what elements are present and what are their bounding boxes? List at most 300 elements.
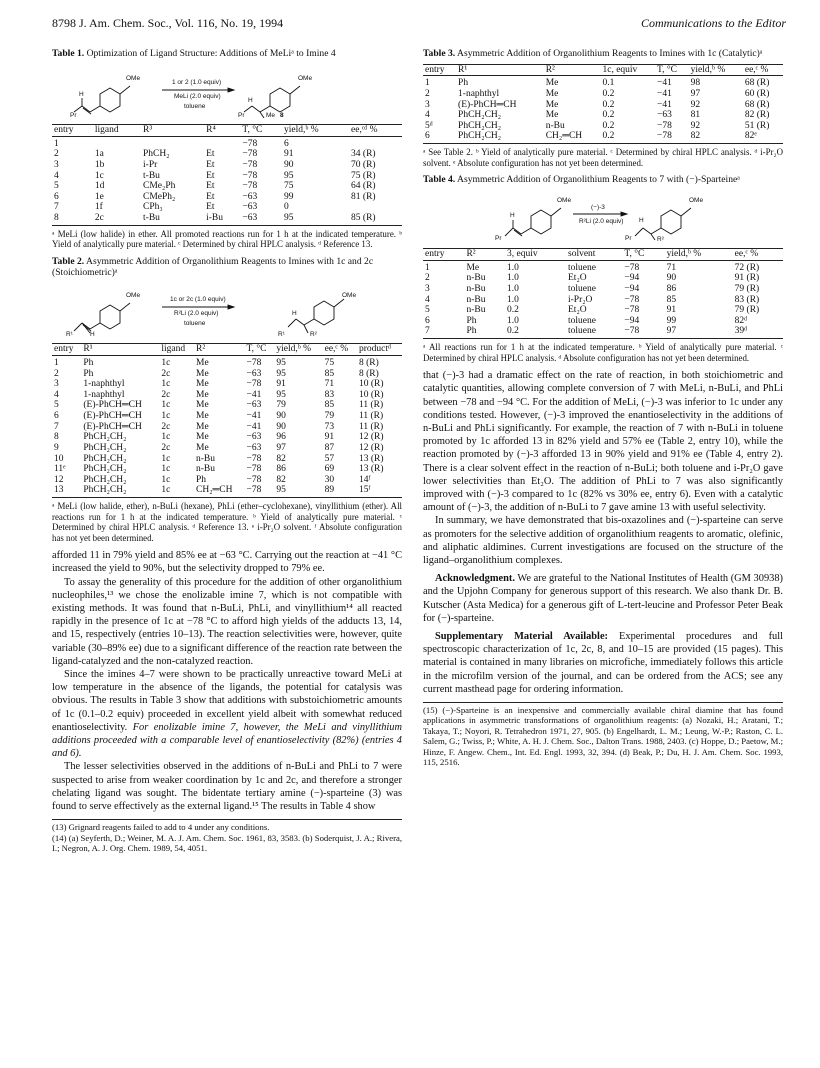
column-header: yield,ᵇ % bbox=[665, 249, 733, 261]
table-cell: 51 (R) bbox=[744, 120, 770, 131]
table-cell: 1-naphthyl bbox=[83, 379, 125, 390]
table-cell: 95 bbox=[284, 170, 294, 181]
table-cell: t-Bu bbox=[141, 213, 204, 225]
table-cell: Me bbox=[196, 400, 209, 411]
table-row bbox=[52, 411, 402, 422]
table-cell: 70 (R) bbox=[351, 159, 376, 170]
table-cell: 1c bbox=[161, 474, 171, 485]
table-cell: 1-naphthyl bbox=[83, 389, 125, 400]
table-cell: 9 bbox=[54, 442, 59, 453]
table-cell: 82 (R) bbox=[744, 110, 770, 121]
table-cell: 82ᵈ bbox=[734, 315, 748, 326]
column-header: entry bbox=[52, 344, 81, 356]
table2-caption: Table 2. Asymmetric Addition of Organolithium Reagents to Imines with 1c and 2c (Stoichiometric)ᵃ bbox=[52, 255, 374, 279]
table-cell: 1 bbox=[54, 357, 59, 368]
table-cell: toluene bbox=[568, 315, 596, 326]
table-cell: Et bbox=[206, 170, 215, 181]
table-cell: 75 bbox=[324, 357, 335, 368]
table-cell: 2 bbox=[425, 88, 430, 99]
table-cell: 85 (R) bbox=[349, 213, 402, 225]
table-cell: 15ᶠ bbox=[357, 485, 402, 497]
table-cell: (E)-PhCH═CH bbox=[458, 99, 517, 110]
table-cell: 4 bbox=[425, 110, 430, 121]
table-cell: 82 bbox=[276, 453, 286, 464]
table-cell: PhCH₂CH₂ bbox=[81, 485, 159, 497]
table-cell: −94 bbox=[624, 273, 640, 284]
table-cell: 8 bbox=[52, 213, 93, 225]
table-row bbox=[423, 295, 783, 306]
table-cell: −78 bbox=[242, 159, 258, 170]
journal-citation: 8798 J. Am. Chem. Soc., Vol. 116, No. 19, 1994 bbox=[52, 16, 284, 30]
table-cell: Et bbox=[206, 202, 215, 213]
table-cell: i-Pr₂O bbox=[568, 294, 593, 305]
table-cell: 81 (R) bbox=[351, 191, 376, 202]
table-cell: 7 bbox=[54, 421, 59, 432]
table-cell: Me bbox=[196, 442, 209, 453]
table-cell: 3 bbox=[425, 283, 430, 294]
table-cell: 1c bbox=[159, 485, 194, 497]
table1-footnote: ᵃ MeLi (low halide) in ether. All promoted reactions run for 1 h at the indicated temperature. ᵇ Yield of analytically pure material. ᶜ Determined by chiral HPLC analysis. ᵈ Reference 13. bbox=[52, 228, 402, 250]
table-cell: 5ᵈ bbox=[425, 120, 433, 131]
table-cell: −78 bbox=[655, 131, 689, 143]
table-cell: 82 bbox=[276, 474, 286, 485]
table-cell: 6 bbox=[423, 131, 456, 143]
table-cell: −78 bbox=[622, 326, 664, 338]
table2-scheme bbox=[52, 285, 402, 337]
column-header: yield,ᵇ % bbox=[274, 344, 322, 356]
table-cell: 79 bbox=[276, 400, 286, 411]
table-cell: 82 bbox=[689, 131, 743, 143]
table-cell: 8 bbox=[54, 432, 59, 443]
scheme-label: OMe bbox=[126, 74, 141, 82]
scheme-label: Pr bbox=[625, 234, 632, 242]
table-cell: 1d bbox=[94, 181, 105, 192]
table-cell: 2 bbox=[54, 149, 59, 160]
table-cell: 95 bbox=[276, 357, 286, 368]
table-cell: Ph bbox=[196, 474, 207, 485]
table-cell: 14ᶠ bbox=[359, 474, 371, 485]
table-cell: Me bbox=[196, 432, 209, 443]
reference-item: (13) Grignard reagents failed to add to 4 under any conditions. bbox=[52, 822, 270, 833]
table-row bbox=[52, 136, 402, 149]
column-header: entry bbox=[52, 125, 93, 137]
table-cell: Me bbox=[196, 357, 209, 368]
table-row bbox=[52, 192, 402, 203]
table-cell: 71 bbox=[666, 262, 677, 273]
scheme-label: Pr bbox=[238, 111, 245, 118]
scheme-label: H bbox=[248, 96, 253, 104]
table-row bbox=[52, 202, 402, 213]
table-cell: −41 bbox=[246, 411, 262, 422]
table-cell: −94 bbox=[624, 283, 640, 294]
scheme-label: R² bbox=[310, 331, 317, 338]
table-cell: 4 bbox=[54, 170, 59, 181]
table-cell: CMe₂Ph bbox=[143, 181, 176, 192]
table-row bbox=[52, 181, 402, 192]
table-cell: −63 bbox=[246, 432, 262, 443]
scheme-label: OMe bbox=[557, 196, 572, 204]
table-cell: 1c bbox=[94, 170, 104, 181]
table-cell: n-Bu bbox=[466, 294, 486, 305]
table-cell: CH₂═CH bbox=[544, 131, 601, 143]
table-cell: −78 bbox=[244, 485, 274, 497]
table-cell: Ph bbox=[83, 368, 94, 379]
scheme-label: OMe bbox=[689, 196, 704, 204]
table-cell: 1 bbox=[425, 262, 430, 273]
table-row bbox=[423, 76, 783, 89]
table-cell: 83 (R) bbox=[734, 294, 760, 305]
scheme-label: Pr bbox=[495, 234, 502, 242]
table-cell: PhCH₂CH₂ bbox=[83, 464, 127, 475]
table-cell: 1c bbox=[161, 357, 171, 368]
table-cell: PhCH₂CH₂ bbox=[83, 432, 127, 443]
table-cell: Me bbox=[196, 411, 209, 422]
table-cell: 72 (R) bbox=[734, 262, 760, 273]
table-cell: 99 bbox=[284, 191, 294, 202]
scheme-label: (−)-3 bbox=[591, 203, 605, 211]
table-cell: 91 (R) bbox=[734, 273, 760, 284]
table-row bbox=[423, 100, 783, 111]
column-header: T, °C bbox=[240, 125, 282, 137]
right-column bbox=[423, 48, 783, 768]
table-cell: CMePh₂ bbox=[143, 191, 176, 202]
scheme-label: 8 bbox=[280, 111, 284, 118]
table-cell: n-Bu bbox=[466, 283, 486, 294]
table-cell: 95 bbox=[276, 368, 286, 379]
scheme-label: Me bbox=[266, 111, 276, 118]
italic-emphasis: For enolizable imine 7, however, the MeLi and vinyllithium additions proceeded with a comparable level of enantioselectivity (82%) (entries 4 and 6). bbox=[52, 721, 402, 760]
table-cell: −41 bbox=[246, 389, 262, 400]
table-cell: n-Bu bbox=[466, 305, 486, 316]
table-cell: −78 bbox=[246, 474, 262, 485]
table-cell: 4 bbox=[54, 389, 59, 400]
table-cell: PhCH₂CH₂ bbox=[458, 120, 502, 131]
table-row bbox=[423, 326, 783, 338]
table-cell: 68 (R) bbox=[744, 78, 770, 89]
table-cell: −63 bbox=[242, 202, 258, 213]
table-row bbox=[52, 213, 402, 225]
table-cell: 13 (R) bbox=[359, 464, 384, 475]
table-cell: 68 (R) bbox=[744, 99, 770, 110]
table-cell: 91 bbox=[324, 432, 335, 443]
table-cell: 1.0 bbox=[507, 273, 519, 284]
table-row bbox=[52, 355, 402, 368]
table-cell: 8 (R) bbox=[359, 368, 379, 379]
table-cell: 79 (R) bbox=[734, 283, 760, 294]
table-cell: −78 bbox=[246, 379, 262, 390]
table-cell: 1c bbox=[161, 432, 171, 443]
table-cell: −94 bbox=[624, 315, 640, 326]
table-cell: 1b bbox=[94, 159, 105, 170]
table-cell: 6 bbox=[425, 315, 430, 326]
table-cell: CPh₃ bbox=[143, 202, 163, 213]
table-cell: 1f bbox=[94, 202, 103, 213]
column-header: ee,ᶜ % bbox=[733, 249, 783, 261]
table-cell: 90 bbox=[276, 411, 286, 422]
table-cell: 0.2 bbox=[505, 326, 566, 338]
footnote-references bbox=[423, 702, 783, 768]
table-cell: 71 bbox=[324, 379, 335, 390]
table-row bbox=[52, 475, 402, 486]
body-paragraph: afforded 11 in 79% yield and 85% ee at −63 °C. Carrying out the reaction at −41 °C increased the yield to 90%, but the selectivity dropped to 79% ee. bbox=[52, 550, 402, 575]
table-cell: 2c bbox=[161, 421, 171, 432]
table-cell: Me bbox=[545, 78, 559, 89]
table-cell: 83 bbox=[324, 389, 335, 400]
table-cell: 7 bbox=[423, 326, 464, 338]
table-cell: 91 bbox=[276, 379, 286, 390]
table-cell: Me bbox=[545, 110, 559, 121]
table-cell: 0.2 bbox=[507, 305, 519, 316]
table-cell: 0.2 bbox=[600, 131, 655, 143]
table-cell: 0.2 bbox=[602, 110, 615, 121]
table1-caption: Table 1. Optimization of Ligand Structure: Additions of MeLiᵃ to Imine 4 bbox=[52, 48, 336, 59]
table-cell: 12 (R) bbox=[359, 442, 384, 453]
table-cell: 34 (R) bbox=[351, 149, 376, 160]
table-cell: 87 bbox=[324, 442, 335, 453]
table-cell: −78 bbox=[246, 357, 262, 368]
table-cell: n-Bu bbox=[196, 453, 215, 464]
table-cell: toluene bbox=[566, 326, 622, 338]
table-cell: 0.1 bbox=[602, 78, 615, 89]
table-row bbox=[423, 131, 783, 143]
table-cell: 0.2 bbox=[602, 120, 615, 131]
scheme-label: 1c or 2c (1.0 equiv) bbox=[170, 296, 226, 304]
table2-footnote: ᵃ MeLi (low halide, ether), n-BuLi (hexane), PhLi (ether–cyclohexane), vinyllithium (ether). All reactions run for 1 h at the indicated temperature. ᵇ Yield of analytically pure material. ᶜ Determined by chiral HPLC analysis. ᵈ Reference 13. ᵉ i-Pr₂O solvent. ᶠ Absolute configuration has not yet been determined. bbox=[52, 501, 402, 543]
column-header: productᵈ bbox=[357, 344, 402, 356]
scheme-label: toluene bbox=[184, 102, 206, 110]
table-cell: 11 (R) bbox=[359, 421, 384, 432]
table-cell: −63 bbox=[657, 110, 672, 121]
table-row bbox=[52, 400, 402, 411]
table-cell: 97 bbox=[665, 326, 733, 338]
table-cell: Me bbox=[545, 99, 559, 110]
table-cell: 1 bbox=[425, 78, 430, 89]
table-cell: 97 bbox=[690, 88, 701, 99]
table-row bbox=[423, 260, 783, 273]
table-cell bbox=[141, 136, 204, 149]
acknowledgment: Acknowledgment. We are grateful to the National Institutes of Health (GM 30938) and the Upjohn Company for generous support of this research. We also thank Dr. B. Kutscher (Asta Medica) for a generous gift of L-tert-leucine and Professor Peter Beak for (−)-sparteine. bbox=[423, 573, 783, 624]
table-cell: 95 bbox=[276, 389, 286, 400]
scheme-label: R¹ bbox=[278, 331, 285, 338]
table-cell: 12 (R) bbox=[359, 432, 384, 443]
table-cell: −78 bbox=[246, 464, 262, 475]
reference-item: (15) (−)-Sparteine is an inexpensive and commercially available chiral diamine that has found applications in asymmetric transformations of organolithium reagents: (a) Nozaki, H.; Aratani, T.; Takaya, T.; Noyori, R. Tetrahedron 1971, 27, 905. (b) Engelhardt, L. M.; Leung, W.-P.; Raston, C. L. Salem, G.; Twiss, P.; White, A. H. J. Chem. Soc., Dalton Trans. 1988, 2403. (c) Hoppe, D.; Paetow, M.; Hinze, F. Angew. Chem., Int. Ed. Engl. 1993, 32, 394. (d) Beak, P.; Du, H. J. Am. Chem. Soc. 1993, 115, 2516. bbox=[423, 704, 783, 768]
scheme-label: OMe bbox=[298, 74, 313, 82]
table-cell: Et₂O bbox=[568, 273, 587, 284]
table4-footnote: ᵃ All reactions run for 1 h at the indicated temperature. ᵇ Yield of analytically pure material. ᶜ Determined by chiral HPLC analysis. ᵈ Absolute configuration has not yet been determined. bbox=[423, 342, 783, 363]
table-cell: PhCH₂CH₂ bbox=[456, 131, 544, 143]
table-cell: i-Bu bbox=[204, 213, 240, 225]
column-header: R² bbox=[464, 249, 505, 261]
scheme-label: R¹ bbox=[66, 331, 73, 338]
footnote-references bbox=[52, 819, 402, 853]
table-cell: −63 bbox=[246, 442, 262, 453]
table-cell: 1a bbox=[94, 149, 104, 160]
scheme-label: toluene bbox=[184, 320, 206, 328]
left-column bbox=[52, 48, 402, 853]
table-cell: −41 bbox=[657, 99, 672, 110]
table-cell: 85 bbox=[666, 294, 677, 305]
table-cell: PhCH₂ bbox=[143, 149, 170, 160]
table2 bbox=[52, 343, 402, 498]
table-cell: 11 (R) bbox=[359, 411, 384, 422]
body-paragraph: To assay the generality of this procedure for the addition of other organolithium nucleophiles,¹³ we chose the enolizable imine 7, which is not compatible with existing methods. It was found that n-BuLi, PhLi, and vinyllithium¹⁴ all reacted rapidly in the presence of 1c at −78 °C to afford high yields of the adducts 13, 14, and 15, respectively (entries 10–13). The reaction selectivities were, however, quite variable (30–89% ee) due to a significant difference of the reaction rate between the ligand-catalyzed and the non-catalyzed reaction. bbox=[52, 576, 402, 667]
table-cell: 2c bbox=[161, 368, 171, 379]
table-cell: −78 bbox=[242, 149, 258, 160]
table-cell: −78 bbox=[242, 170, 258, 181]
table-cell: 90 bbox=[666, 273, 677, 284]
table-cell: 1c bbox=[161, 464, 171, 475]
column-header: ee,ᶜ % bbox=[323, 344, 357, 356]
scheme-label: R²Li (2.0 equiv) bbox=[174, 310, 219, 318]
scheme-label: MeLi (2.0 equiv) bbox=[174, 92, 221, 100]
table-row bbox=[423, 89, 783, 100]
table-cell: 97 bbox=[276, 442, 286, 453]
table-cell: Et bbox=[206, 149, 215, 160]
scheme-label: 1 or 2 (1.0 equiv) bbox=[172, 78, 222, 86]
table-cell: 30 bbox=[324, 474, 335, 485]
column-header: yield,ᵇ % bbox=[689, 64, 743, 76]
scheme-label: OMe bbox=[126, 292, 141, 300]
table-cell: 13 bbox=[52, 485, 81, 497]
table-cell: −78 bbox=[624, 305, 640, 316]
table-cell bbox=[204, 136, 240, 149]
table-row bbox=[52, 485, 402, 497]
table-cell: 57 bbox=[324, 453, 335, 464]
column-header: R⁴ bbox=[204, 125, 240, 137]
table-cell: 0.2 bbox=[602, 88, 615, 99]
table-cell: PhCH₂CH₂ bbox=[83, 442, 127, 453]
table-cell: 91 bbox=[284, 149, 294, 160]
table-cell: 8 (R) bbox=[359, 357, 379, 368]
column-header: R¹ bbox=[456, 64, 544, 76]
table-row bbox=[52, 390, 402, 401]
table-cell: 1.0 bbox=[507, 294, 519, 305]
reference-item: (14) (a) Seyferth, D.; Weiner, M. A. J. Am. Chem. Soc. 1961, 83, 3583. (b) Soderquist, J. A.; Rivera, I.; Negron, A. J. Org. Chem. 1989, 54, 4051. bbox=[52, 832, 402, 854]
supplementary-material: Supplementary Material Available: Experimental procedures and full spectroscopic characterization of 1c, 2c, 8, and 10–15 are provided (15 pages). This material is contained in many libraries on microfiche, immediately follows this article in the microfilm version of the journal, and can be ordered from the ACS; see any current masthead page for ordering information. bbox=[423, 630, 783, 695]
scheme-label: Pr bbox=[70, 111, 77, 118]
table-cell: 4 bbox=[425, 294, 430, 305]
table-row bbox=[52, 379, 402, 390]
column-header: ee,ᶜᵈ % bbox=[349, 125, 402, 137]
table-cell: 91 bbox=[666, 305, 677, 316]
table-cell: 3 bbox=[54, 379, 59, 390]
table-row bbox=[423, 121, 783, 132]
table-cell: Et bbox=[206, 159, 215, 170]
table4-scheme bbox=[423, 192, 783, 242]
table-cell: 2c bbox=[93, 213, 141, 225]
table-cell bbox=[93, 136, 141, 149]
scheme-label: H bbox=[510, 211, 515, 219]
table-cell: Me bbox=[545, 88, 559, 99]
table-cell: 1c bbox=[161, 379, 171, 390]
table-cell: 13 (R) bbox=[359, 453, 384, 464]
table-cell: 75 bbox=[284, 181, 294, 192]
column-header: 3, equiv bbox=[505, 249, 566, 261]
table-cell: 85 bbox=[324, 400, 335, 411]
table-cell: 99 bbox=[666, 315, 677, 326]
table-row bbox=[423, 316, 783, 327]
table3-caption: Table 3. Asymmetric Addition of Organolithium Reagents to Imines with 1c (Catalytic)ᵃ bbox=[423, 48, 763, 59]
column-header: 1c, equiv bbox=[600, 64, 655, 76]
table-cell: 5 bbox=[425, 305, 430, 316]
table-cell: 79 (R) bbox=[734, 305, 760, 316]
body-paragraph: Since the imines 4–7 were shown to be practically unreactive toward MeLi at low temperature in the absence of the ligands, the potential for catalysis was obvious. The results in Table 3 show that additions with substoichiometric amounts of 1c (0.1–0.2 equiv) proceeded in excellent yield albeit with somewhat reduced enantioselectivity. For enolizable imine 7, however, the MeLi and vinyllithium additions proceeded with a comparable level of enantioselectivity (82%) (entries 4 and 6). bbox=[52, 668, 402, 760]
table-cell: −78 bbox=[624, 294, 640, 305]
table-row bbox=[423, 305, 783, 316]
table-cell: 10 (R) bbox=[359, 389, 384, 400]
table-cell: −78 bbox=[657, 120, 672, 131]
table-cell: 11ᵉ bbox=[54, 464, 66, 475]
scheme-label: H bbox=[292, 310, 297, 318]
table-cell: 7 bbox=[54, 202, 59, 213]
table-cell: toluene bbox=[568, 262, 596, 273]
column-header: T, °C bbox=[622, 249, 664, 261]
table-cell: 1-naphthyl bbox=[458, 88, 500, 99]
table-cell: Ph bbox=[466, 315, 477, 326]
table-cell: 2c bbox=[161, 442, 171, 453]
column-header: R² bbox=[544, 64, 601, 76]
column-header: R² bbox=[194, 344, 244, 356]
table-cell: n-Bu bbox=[466, 273, 486, 284]
table-row bbox=[52, 443, 402, 454]
column-header: R¹ bbox=[81, 344, 159, 356]
table-cell: Et₂O bbox=[568, 305, 587, 316]
table-row bbox=[423, 273, 783, 284]
table-row bbox=[423, 110, 783, 121]
table-cell: 81 bbox=[690, 110, 701, 121]
scheme-label: H bbox=[639, 216, 644, 224]
table-cell: −63 bbox=[240, 213, 282, 225]
table-row bbox=[52, 422, 402, 433]
table-cell bbox=[349, 136, 402, 149]
column-header: entry bbox=[423, 64, 456, 76]
body-paragraph: that (−)-3 had a dramatic effect on the rate of reaction, in both stoichiometric and catalytic quantities, allowing complete conversion of 7 with MeLi, n-BuLi, and PhLi between −78 and −94 °C. For the addition of MeLi, (−)-3 was inferior to 1c under any conditions tested. However, (−)-3 improved the enantioselectivity in the additions of n-BuLi and PhLi significantly. For example, the reaction of 7 with n-BuLi in toluene promoted by 1c afforded 13 in 82% yield and 57% ee (Table 2, entry 10), while the reaction promoted by (−)-3 afforded 13 in 90% yield and 91% ee (Table 4, entry 2). There is a clear solvent effect in the reaction of n-BuLi; both toluene and i-Pr₂O gave lower selectivities than Et₂O. The addition of PhLi to 7 was also significantly improved with (−)-3 compared to 1c (82% vs 30% ee, entry 6). Even with a catalytic amount of (−)-3, the addition of n-BuLi to 7 gave amine 13 with useful selectivity. bbox=[423, 370, 783, 514]
table-cell: −41 bbox=[657, 78, 672, 89]
table-cell: n-Bu bbox=[196, 464, 215, 475]
table-cell: 75 (R) bbox=[351, 170, 376, 181]
column-header: yield,ᵇ % bbox=[282, 125, 349, 137]
table1-scheme bbox=[52, 66, 402, 118]
table-cell: (E)-PhCH═CH bbox=[83, 411, 142, 422]
table-cell: t-Bu bbox=[143, 170, 160, 181]
table-cell: (E)-PhCH═CH bbox=[83, 400, 142, 411]
table-cell: 69 bbox=[324, 464, 335, 475]
table-cell: 1c bbox=[161, 453, 171, 464]
table-cell: Me bbox=[196, 368, 209, 379]
column-header: R³ bbox=[141, 125, 204, 137]
scheme-label: OMe bbox=[342, 292, 357, 300]
table-cell: 79 bbox=[324, 411, 335, 422]
table-cell: 5 bbox=[54, 400, 59, 411]
table-cell: toluene bbox=[568, 283, 596, 294]
table-cell: −41 bbox=[657, 88, 672, 99]
table-cell: 6 bbox=[54, 191, 59, 202]
page-header bbox=[52, 16, 786, 36]
table-cell: 39ᵈ bbox=[733, 326, 783, 338]
column-header: T, °C bbox=[655, 64, 689, 76]
table-cell: 3 bbox=[54, 159, 59, 170]
table-cell: 2 bbox=[54, 368, 59, 379]
table-cell: −63 bbox=[246, 400, 262, 411]
table-cell: 0.2 bbox=[602, 99, 615, 110]
table-cell: PhCH₂CH₂ bbox=[83, 453, 127, 464]
table-row bbox=[52, 464, 402, 475]
table-cell: −41 bbox=[246, 421, 262, 432]
table4-caption: Table 4. Asymmetric Addition of Organolithium Reagents to 7 with (−)-Sparteineᵃ bbox=[423, 174, 740, 186]
column-header: ligand bbox=[93, 125, 141, 137]
scheme-label: R²Li (2.0 equiv) bbox=[579, 217, 624, 225]
